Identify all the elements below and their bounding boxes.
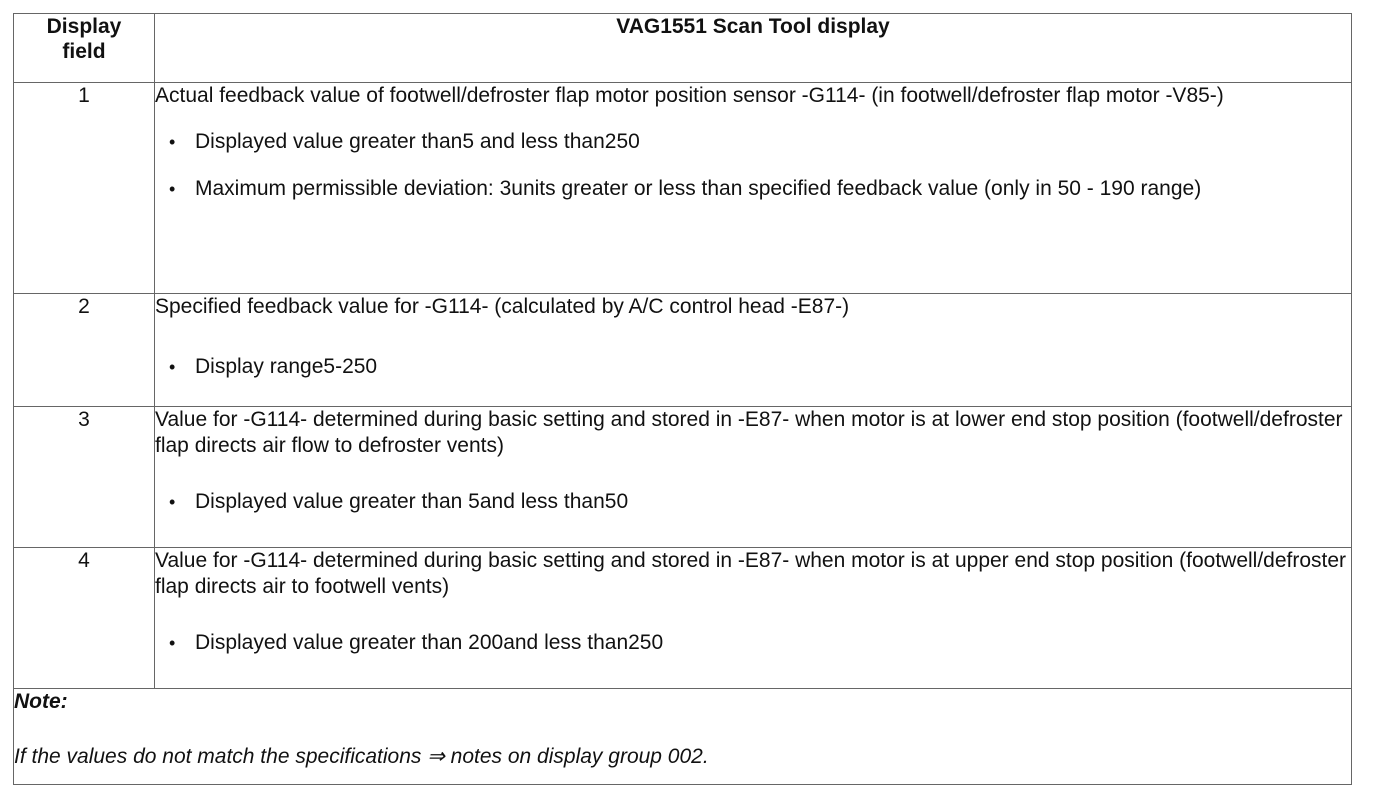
field-description-text: Specified feedback value for -G114- (calculated by A/C control head -E87-) (155, 295, 850, 318)
bullet-text: Displayed value greater than5 and less than250 (195, 130, 640, 153)
field-description (155, 83, 1352, 294)
note-row (14, 689, 1352, 785)
header-display-field-line2: field (62, 40, 106, 63)
bullet-dot-icon: • (169, 179, 176, 199)
bullet-dot-icon: • (169, 132, 176, 152)
note-text: If the values do not match the specifications ⇒ notes on display group 002. (14, 745, 709, 768)
bullet-text: Displayed value greater than 200and less than250 (195, 631, 664, 654)
field-number: 1 (14, 83, 155, 294)
field-number: 3 (14, 407, 155, 548)
bullet-dot-icon: • (169, 357, 176, 377)
list-item (155, 354, 1351, 380)
display-field-table (13, 13, 1352, 785)
header-display-field-line1: Display (46, 15, 122, 38)
header-scan-tool-display: VAG1551 Scan Tool display (155, 14, 1352, 83)
bullet-text: Maximum permissible deviation: 3units greater or less than specified feedback value (only in 50 - 190 range) (195, 177, 1202, 200)
field-description (155, 548, 1352, 689)
table-row (14, 548, 1352, 689)
bullet-dot-icon: • (169, 633, 176, 653)
field-description (155, 407, 1352, 548)
bullet-text: Displayed value greater than 5and less than50 (195, 490, 629, 513)
field-number: 4 (14, 548, 155, 689)
field-description-text: Actual feedback value of footwell/defroster flap motor position sensor -G114- (in footwell/defroster flap motor -V85-) (155, 84, 1224, 107)
field-description-text: Value for -G114- determined during basic setting and stored in -E87- when motor is at upper end stop position (footwell/defroster flap directs air to footwell vents) (155, 549, 1347, 598)
field-description (155, 294, 1352, 407)
table-row (14, 407, 1352, 548)
header-display-field (14, 14, 155, 83)
list-item (155, 630, 1351, 656)
table-row (14, 83, 1352, 294)
table-row (14, 294, 1352, 407)
field-number: 2 (14, 294, 155, 407)
list-item (155, 129, 1351, 155)
bullet-text: Display range5-250 (195, 355, 378, 378)
table-header-row (14, 14, 1352, 83)
note-title: Note: (14, 690, 68, 713)
bullet-dot-icon: • (169, 492, 176, 512)
field-description-text: Value for -G114- determined during basic setting and stored in -E87- when motor is at lower end stop position (footwell/defroster flap directs air flow to defroster vents) (155, 408, 1343, 457)
note-cell (14, 689, 1352, 785)
list-item (155, 176, 1351, 202)
list-item (155, 489, 1351, 515)
